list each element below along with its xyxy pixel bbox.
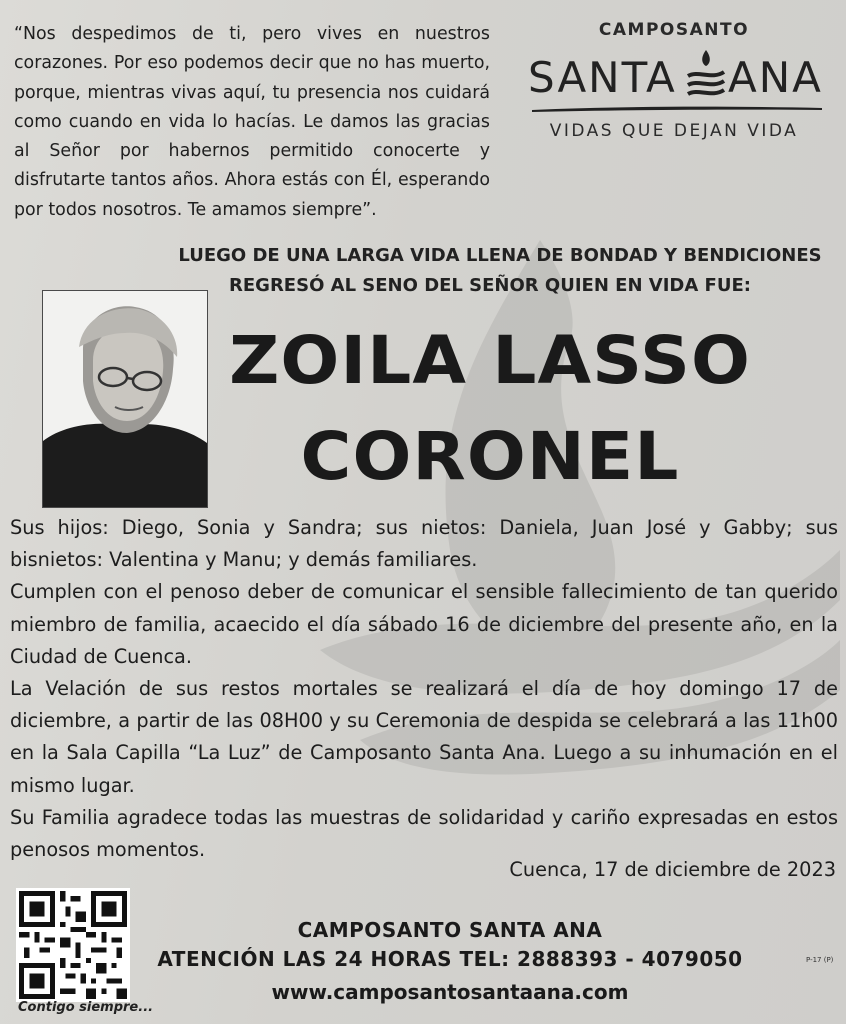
announcement-paragraph: Cumplen con el penoso deber de comunicar el sensible fallecimiento de tan querido miembro de familia, acaecido el día sábado 16 de diciembre del presente año, en la Ciudad de Cuenca. xyxy=(10,580,838,668)
footer-website-link[interactable]: www.camposantosantaana.com xyxy=(271,980,629,1004)
logo-top-text: CAMPOSANTO xyxy=(598,20,750,40)
camposanto-logo xyxy=(524,14,824,150)
qr-code-icon[interactable] xyxy=(16,888,130,1002)
logo-name-right: ANA xyxy=(728,53,823,102)
logo-name-left: SANTA xyxy=(528,53,677,102)
portrait-photo xyxy=(42,290,208,508)
family-paragraph: Sus hijos: Diego, Sonia y Sandra; sus nietos: Daniela, Juan José y Gabby; sus bisnietos: Valentina y Manu; y demás familiares. xyxy=(10,516,838,572)
logo-tagline: VIDAS QUE DEJAN VIDA xyxy=(549,121,799,141)
thanks-paragraph: Su Familia agradece todas las muestras de solidaridad y cariño expresadas en estos penosos momentos. xyxy=(10,805,838,862)
notice-date: Cuenca, 17 de diciembre de 2023 xyxy=(509,858,836,881)
intro-line-1: LUEGO DE UNA LARGA VIDA LLENA DE BONDAD Y BENDICIONES xyxy=(178,245,822,266)
intro-line-2: REGRESÓ AL SENO DEL SEÑOR QUIEN EN VIDA FUE: xyxy=(229,275,751,296)
deceased-name-line-1: ZOILA LASSO xyxy=(229,322,751,399)
footer-phone: ATENCIÓN LAS 24 HORAS TEL: 2888393 - 4079050 xyxy=(157,947,743,971)
logo-wordmark xyxy=(524,44,824,104)
deceased-name-line-2: CORONEL xyxy=(300,418,680,495)
obituary-body xyxy=(10,512,838,866)
ceremony-paragraph: La Velación de sus restos mortales se realizará el día de hoy domingo 17 de diciembre, a partir de las 08H00 y su Ceremonia de despida se celebrará a las 11h00 en la Sala Capilla “La Luz” de Camposanto Santa Ana. Luego a su inhumación en el mismo lugar. xyxy=(10,677,838,797)
flame-wave-icon xyxy=(688,50,724,94)
memorial-quote: “Nos despedimos de ti, pero vives en nuestros corazones. Por eso podemos decir que no has muerto, porque, mientras vivas aquí, tu presencia nos cuidará como cuando en vida lo hacías. Le damos las gracias al Señor por habernos permitido conocerte y disfrutarte tantos años. Ahora estás con Él, esperando por todos nosotros. Te amamos siempre”. xyxy=(14,24,490,220)
logo-underline xyxy=(532,104,822,114)
footer-company: CAMPOSANTO SANTA ANA xyxy=(297,918,603,942)
ad-code: P-17 (P) xyxy=(806,956,834,964)
qr-caption: Contigo siempre... xyxy=(18,1000,154,1015)
